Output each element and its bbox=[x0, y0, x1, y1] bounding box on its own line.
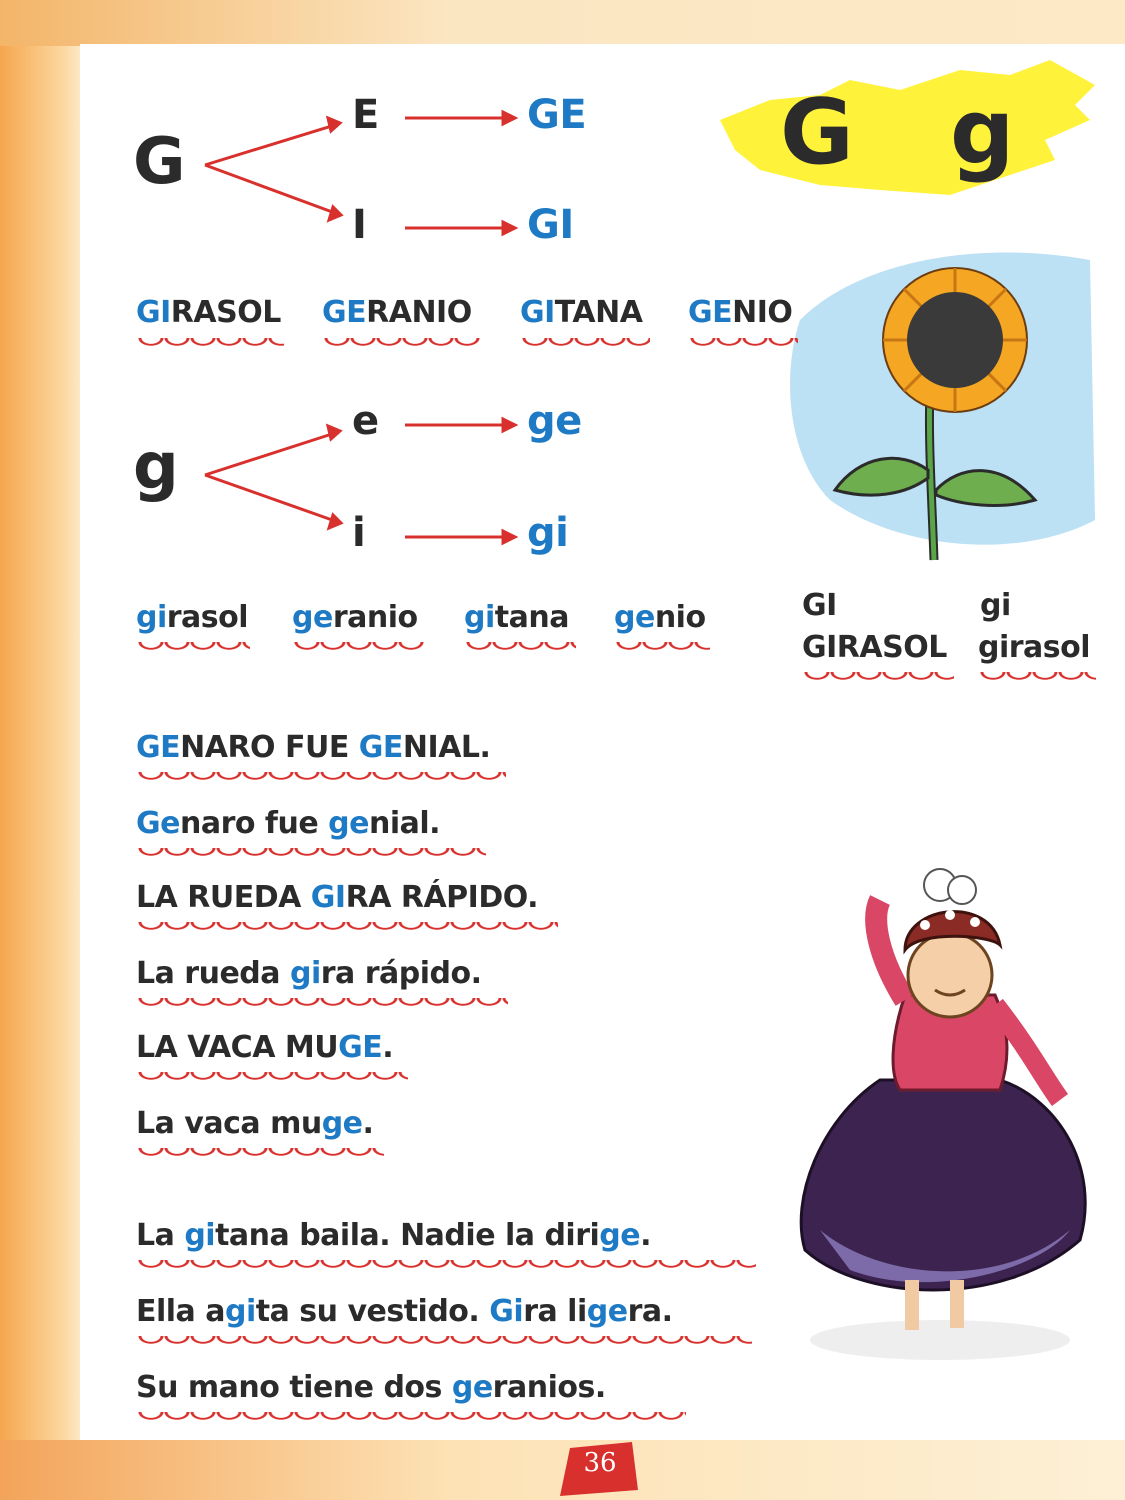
caption-lower-syllable: gi bbox=[980, 588, 1011, 623]
lower-word-3-underline bbox=[466, 642, 576, 656]
story-line-1-underline bbox=[138, 1260, 756, 1274]
sentence-4: La rueda gira rápido. bbox=[136, 956, 482, 991]
lower-word-2-underline bbox=[294, 642, 424, 656]
lower-base-letter: g bbox=[133, 430, 179, 504]
lower-word-4: genio bbox=[614, 600, 706, 635]
sentence-3-underline bbox=[138, 922, 558, 936]
sentence-1-underline bbox=[138, 772, 506, 786]
girl-face bbox=[908, 933, 992, 1017]
upper-word-3: GITANA bbox=[520, 295, 643, 330]
page-number bbox=[560, 1440, 640, 1496]
caption-upper-syllable: GI bbox=[802, 588, 837, 623]
lower-vowel-e: e bbox=[352, 398, 379, 444]
upper-syllable-gi: GI bbox=[527, 202, 574, 248]
yellow-highlight-brush bbox=[720, 60, 1095, 195]
lower-syllable-gi: gi bbox=[527, 510, 569, 556]
sentence-4-underline bbox=[138, 998, 508, 1012]
lower-word-1-underline bbox=[138, 642, 250, 656]
lower-vowel-i: i bbox=[352, 510, 366, 556]
page-number-text: 36 bbox=[583, 1448, 617, 1478]
dancing-girl-illustration bbox=[801, 869, 1085, 1360]
upper-word-2-underline bbox=[324, 338, 480, 352]
lower-syllable-ge: ge bbox=[527, 398, 582, 444]
sunflower-center bbox=[907, 292, 1003, 388]
upper-syllable-ge: GE bbox=[527, 92, 587, 138]
story-line-1: La gitana baila. Nadie la dirige. bbox=[136, 1218, 652, 1253]
story-line-2-underline bbox=[138, 1336, 752, 1350]
lower-word-3: gitana bbox=[464, 600, 569, 635]
sentence-5: LA VACA MUGE. bbox=[136, 1030, 394, 1065]
upper-word-3-underline bbox=[522, 338, 650, 352]
upper-word-1-underline bbox=[138, 338, 284, 352]
sentence-1: GENARO FUE GENIAL. bbox=[136, 730, 491, 765]
sentence-6: La vaca muge. bbox=[136, 1106, 374, 1141]
upper-vowel-e: E bbox=[352, 92, 379, 138]
sentence-3: LA RUEDA GIRA RÁPIDO. bbox=[136, 880, 538, 915]
upper-word-2: GERANIO bbox=[322, 295, 472, 330]
upper-vowel-i: I bbox=[352, 202, 367, 248]
sentence-2: Genaro fue genial. bbox=[136, 806, 441, 841]
sentence-5-underline bbox=[138, 1072, 408, 1086]
caption-lower-word-underline bbox=[980, 672, 1096, 686]
lower-word-2: geranio bbox=[292, 600, 418, 635]
story-line-3-underline bbox=[138, 1412, 686, 1426]
upper-word-1: GIRASOL bbox=[136, 295, 281, 330]
upper-word-4-underline bbox=[690, 338, 798, 352]
upper-word-4: GENIO bbox=[688, 295, 793, 330]
upper-base-letter: G bbox=[133, 125, 186, 199]
header-letter-upper: G bbox=[780, 80, 854, 185]
lower-word-4-underline bbox=[616, 642, 710, 656]
caption-upper-word-underline bbox=[804, 672, 954, 686]
sentence-2-underline bbox=[138, 848, 486, 862]
story-line-2: Ella agita su vestido. Gira ligera. bbox=[136, 1294, 673, 1329]
sentence-6-underline bbox=[138, 1148, 384, 1162]
story-line-3: Su mano tiene dos geranios. bbox=[136, 1370, 606, 1405]
caption-lower-word: girasol bbox=[978, 630, 1091, 665]
caption-upper-word: GIRASOL bbox=[802, 630, 947, 665]
sunflower-illustration bbox=[790, 253, 1095, 561]
lower-word-1: girasol bbox=[136, 600, 249, 635]
header-letter-lower: g bbox=[950, 80, 1014, 185]
